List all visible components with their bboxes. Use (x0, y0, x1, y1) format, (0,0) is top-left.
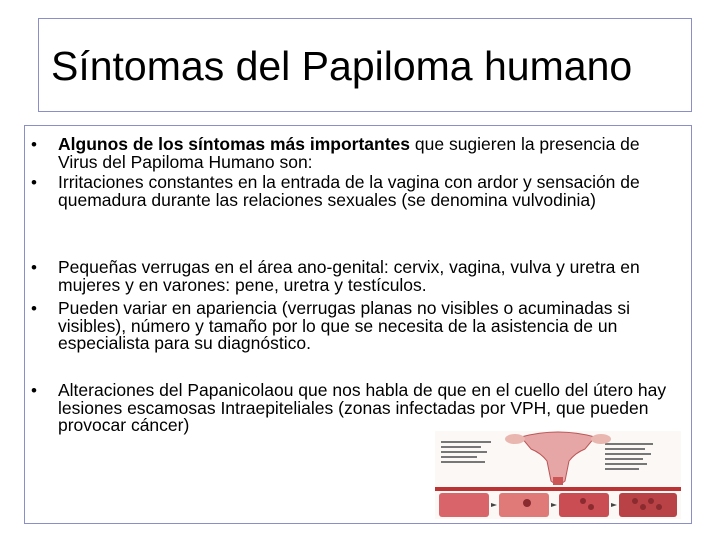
content-box (24, 125, 692, 524)
cervix-illustration-icon (435, 431, 681, 519)
bullet-bold-text: Algunos de los síntomas más importantes (58, 134, 411, 154)
bullet-marker: • (31, 258, 37, 277)
bullet-text: Pueden variar en apariencia (verrugas planas no visibles o acuminadas si visibles), número y tamaño por lo que se necesita de la asistencia de un especialista para su diagnóstico. (58, 298, 630, 353)
slide-title: Síntomas del Papiloma humano (51, 43, 633, 89)
bullet-text: Alteraciones del Papanicolaou que nos habla de que en el cuello del útero hay lesiones escamosas Intraepiteliales (zonas infectadas por VPH, que pueden provocar cáncer) (58, 380, 667, 435)
bullet-text (58, 136, 678, 171)
bullet-text: Pequeñas verrugas en el área ano-genital: cervix, vagina, vulva y uretra en mujeres y en varones: pene, uretra y testículos. (58, 257, 640, 295)
cervix-illustration-svg (435, 431, 681, 519)
bullet-marker: • (31, 381, 37, 400)
bullet-marker: • (31, 173, 37, 192)
bullet-text: Irritaciones constantes en la entrada de la vagina con ardor y sensación de quemadura durante las relaciones sexuales (se denomina vulvodinia) (58, 172, 640, 210)
bullet-marker: • (31, 135, 37, 154)
bullet-marker: • (31, 299, 37, 318)
title-box (38, 18, 692, 112)
bullet-plain-text: que sugieren la presencia de Virus del Papiloma Humano son: (58, 134, 640, 172)
